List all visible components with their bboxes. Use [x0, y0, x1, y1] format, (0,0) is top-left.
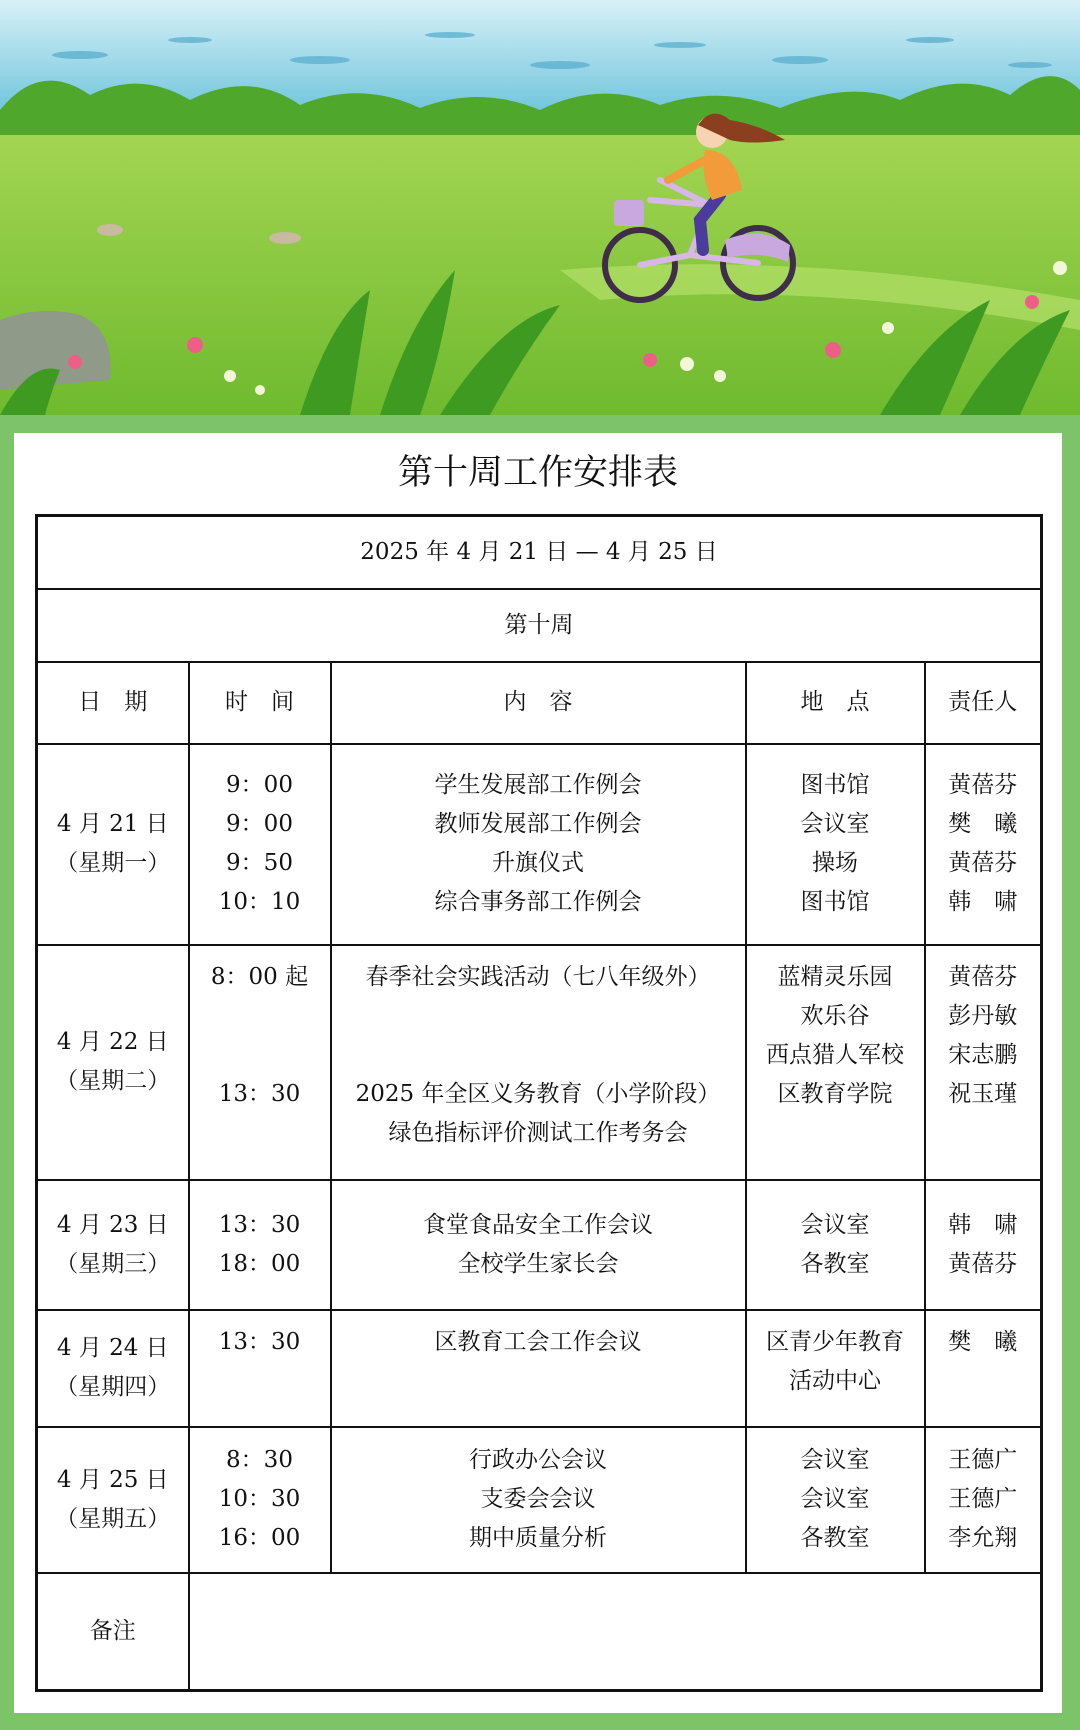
time-cell [189, 744, 331, 945]
content-item: 综合事务部工作例会 [434, 889, 642, 915]
time-cell [189, 945, 331, 1180]
day-date: 4 月 21 日 [56, 811, 169, 837]
content-cell [331, 1180, 746, 1310]
spacer [332, 997, 745, 1075]
place-cell [746, 1427, 925, 1573]
day-row-monday [37, 744, 1042, 945]
week-row [37, 589, 1042, 662]
time-cell [189, 1180, 331, 1310]
week-label: 第十周 [37, 589, 1042, 662]
place-item: 会议室 [800, 1447, 870, 1473]
place-cell [746, 1310, 925, 1427]
content-item: 绿色指标评价测试工作考务会 [388, 1119, 688, 1146]
day-date: 4 月 24 日 [56, 1335, 169, 1361]
person-cell [925, 744, 1042, 945]
place-item: 各教室 [800, 1525, 870, 1551]
time-item: 16：00 [218, 1525, 301, 1551]
time-cell [189, 1427, 331, 1573]
place-cell [746, 744, 925, 945]
person-cell [925, 1427, 1042, 1573]
person-item: 黄蓓芬 [948, 1250, 1018, 1277]
person-cell [925, 1310, 1042, 1427]
header-person: 责任人 [925, 662, 1042, 744]
time-item: 9：00 [226, 811, 293, 837]
day-row-wednesday [37, 1180, 1042, 1310]
time-item: 13：30 [218, 1080, 301, 1107]
day-weekday: （星期四） [55, 1374, 171, 1400]
content-item: 食堂食品安全工作会议 [423, 1211, 653, 1238]
day-weekday: （星期三） [55, 1250, 171, 1277]
day-weekday: （星期二） [55, 1068, 171, 1094]
header-content: 内 容 [331, 662, 746, 744]
remarks-row [37, 1573, 1042, 1691]
time-item: 9：50 [226, 850, 293, 876]
place-item: 图书馆 [800, 772, 870, 798]
place-item: 会议室 [800, 1486, 870, 1512]
place-item: 会议室 [800, 1211, 870, 1238]
content-item: 全校学生家长会 [457, 1250, 619, 1277]
time-item: 8：30 [226, 1447, 293, 1473]
remarks-content [189, 1573, 1042, 1691]
place-item: 会议室 [800, 811, 870, 837]
header-place: 地 点 [746, 662, 925, 744]
content-cell [331, 1427, 746, 1573]
content-cell [331, 1310, 746, 1427]
content-item: 学生发展部工作例会 [434, 772, 642, 798]
content-item: 支委会会议 [480, 1486, 596, 1512]
person-cell [925, 945, 1042, 1180]
place-item: 活动中心 [789, 1367, 881, 1394]
content-cell [331, 945, 746, 1180]
place-item: 区青少年教育 [766, 1328, 904, 1355]
content-item: 教师发展部工作例会 [434, 811, 642, 837]
time-item: 9：00 [226, 772, 293, 798]
spacer [190, 997, 330, 1075]
content-cell [331, 744, 746, 945]
place-item: 西点猎人军校 [766, 1041, 904, 1068]
content-item: 期中质量分析 [469, 1525, 607, 1551]
header-row [37, 662, 1042, 744]
content-item: 区教育工会工作会议 [434, 1328, 642, 1355]
header-date: 日 期 [37, 662, 189, 744]
content-item: 2025 年全区义务教育（小学阶段） [355, 1080, 721, 1107]
place-cell [746, 945, 925, 1180]
place-item: 区教育学院 [777, 1080, 893, 1107]
content-item: 行政办公会议 [469, 1447, 607, 1473]
person-item: 王德广 [948, 1447, 1018, 1473]
time-item: 10：30 [218, 1486, 301, 1512]
day-row-thursday [37, 1310, 1042, 1427]
person-item: 黄蓓芬 [948, 963, 1018, 990]
time-item: 18：00 [218, 1250, 301, 1277]
place-item: 欢乐谷 [800, 1002, 870, 1029]
place-item: 操场 [812, 850, 858, 876]
person-item: 黄蓓芬 [948, 772, 1018, 798]
day-date: 4 月 25 日 [56, 1466, 169, 1493]
day-weekday: （星期五） [55, 1505, 171, 1532]
date-range: 2025 年 4 月 21 日 — 4 月 25 日 [37, 516, 1042, 589]
day-date-cell [37, 945, 189, 1180]
person-item: 韩 啸 [948, 1211, 1018, 1238]
content-item: 升旗仪式 [492, 850, 584, 876]
time-cell [189, 1310, 331, 1427]
place-item: 蓝精灵乐园 [777, 963, 893, 990]
schedule-table [35, 514, 1043, 1692]
person-cell [925, 1180, 1042, 1310]
person-item: 祝玉瑾 [948, 1080, 1018, 1107]
date-range-row [37, 516, 1042, 589]
day-date: 4 月 22 日 [56, 1029, 169, 1055]
time-item: 13：30 [218, 1211, 301, 1238]
person-item: 王德广 [948, 1486, 1018, 1512]
person-item: 樊 曦 [948, 811, 1018, 837]
day-date-cell [37, 1310, 189, 1427]
page-title: 第十周工作安排表 [397, 453, 678, 493]
person-item: 宋志鹏 [948, 1041, 1018, 1068]
day-date-cell [37, 1180, 189, 1310]
time-item: 8：00 起 [210, 963, 309, 990]
time-item: 10：10 [218, 889, 301, 915]
day-row-tuesday [37, 945, 1042, 1180]
person-item: 韩 啸 [948, 889, 1018, 915]
header-time: 时 间 [189, 662, 331, 744]
day-date-cell [37, 1427, 189, 1573]
place-item: 图书馆 [800, 889, 870, 915]
day-weekday: （星期一） [55, 850, 171, 876]
person-item: 樊 曦 [948, 1328, 1018, 1355]
time-item: 13：30 [218, 1328, 301, 1355]
content-item: 春季社会实践活动（七八年级外） [365, 963, 711, 990]
place-item: 各教室 [800, 1250, 870, 1277]
day-date-cell [37, 744, 189, 945]
person-item: 黄蓓芬 [948, 850, 1018, 876]
day-date: 4 月 23 日 [56, 1211, 169, 1238]
spring-banner-illustration [0, 0, 1080, 415]
schedule-card [14, 433, 1062, 1713]
remarks-label: 备注 [37, 1573, 189, 1691]
place-cell [746, 1180, 925, 1310]
person-item: 李允翔 [948, 1525, 1018, 1551]
day-row-friday [37, 1427, 1042, 1573]
person-item: 彭丹敏 [948, 1002, 1018, 1029]
